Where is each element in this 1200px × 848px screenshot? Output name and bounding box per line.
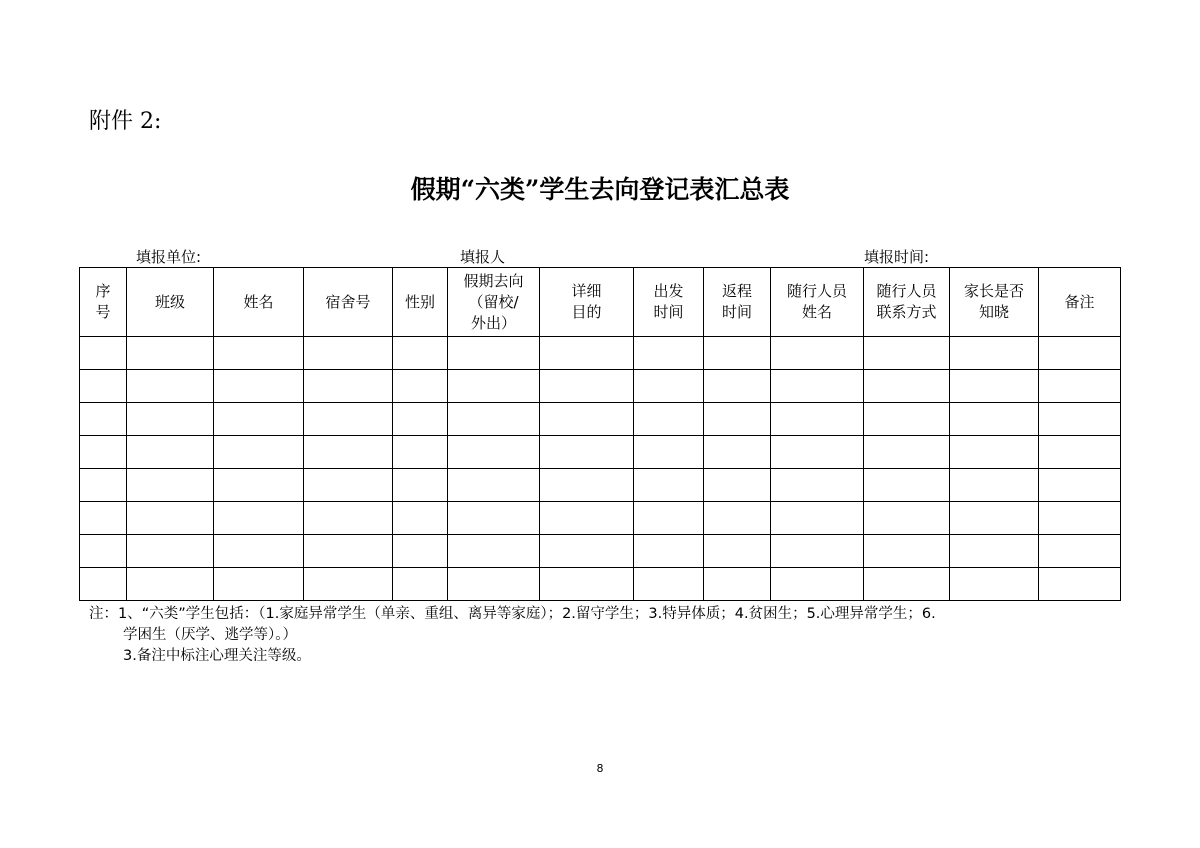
table-cell [304, 568, 393, 601]
column-header [214, 268, 304, 337]
column-header-line: 性别 [404, 292, 435, 311]
column-header [304, 268, 393, 337]
table-cell [393, 436, 448, 469]
table-cell [214, 469, 304, 502]
table-cell [634, 469, 704, 502]
table-cell [80, 568, 127, 601]
table-cell [950, 337, 1039, 370]
column-header-line: 知晓 [978, 303, 1009, 321]
table-cell [393, 535, 448, 568]
table-cell [80, 436, 127, 469]
table-cell [704, 469, 771, 502]
table-cell [393, 370, 448, 403]
table-cell [771, 337, 864, 370]
table-cell [448, 535, 540, 568]
table-cell [304, 535, 393, 568]
table-cell [80, 535, 127, 568]
table-cell [448, 502, 540, 535]
table-cell [80, 370, 127, 403]
column-header [80, 268, 127, 337]
column-header [448, 268, 540, 337]
table-cell [304, 337, 393, 370]
table-cell [771, 370, 864, 403]
column-header [634, 268, 704, 337]
table-cell [634, 436, 704, 469]
table-cell [634, 568, 704, 601]
table-cell [214, 568, 304, 601]
column-header-line: 假期去向 [463, 271, 524, 290]
table-cell [393, 568, 448, 601]
table-cell [80, 403, 127, 436]
table-cell [304, 502, 393, 535]
table-cell [704, 535, 771, 568]
table-cell [448, 337, 540, 370]
column-header [127, 268, 214, 337]
table-cell [950, 502, 1039, 535]
column-header-line: 外出） [470, 313, 516, 332]
table-cell [448, 568, 540, 601]
table-cell [771, 436, 864, 469]
table-cell [540, 337, 634, 370]
table-cell [771, 403, 864, 436]
table-cell [304, 370, 393, 403]
table-cell [393, 403, 448, 436]
column-header [1039, 268, 1121, 337]
column-header [540, 268, 634, 337]
table-cell [1039, 568, 1121, 601]
note-line: 学困生（厌学、逃学等）。） [123, 627, 297, 643]
table-cell [540, 568, 634, 601]
table-row [80, 502, 1121, 535]
table-cell [1039, 403, 1121, 436]
column-header-line: 时间 [653, 303, 684, 321]
table-cell [950, 436, 1039, 469]
table-cell [448, 436, 540, 469]
column-header-line: 时间 [721, 303, 752, 321]
column-header [771, 268, 864, 337]
table-cell [704, 370, 771, 403]
table-cell [634, 535, 704, 568]
table-cell [214, 403, 304, 436]
table-cell [393, 469, 448, 502]
table-cell [864, 568, 950, 601]
table-cell [1039, 436, 1121, 469]
table-cell [393, 502, 448, 535]
table-row [80, 469, 1121, 502]
table-cell [634, 370, 704, 403]
table-body [80, 337, 1121, 601]
table-cell [127, 535, 214, 568]
column-header-line: 返程 [721, 282, 752, 300]
table-cell [540, 370, 634, 403]
table-cell [540, 502, 634, 535]
table-cell [127, 436, 214, 469]
table-cell [214, 535, 304, 568]
table-cell [540, 436, 634, 469]
table-cell [540, 535, 634, 568]
table-cell [864, 403, 950, 436]
column-header [950, 268, 1039, 337]
column-header-line: （留校/ [468, 292, 519, 311]
table-cell [1039, 337, 1121, 370]
table-cell [950, 535, 1039, 568]
table-cell [540, 403, 634, 436]
table-cell [448, 403, 540, 436]
notes [89, 604, 1120, 667]
page-number: 8 [596, 762, 604, 775]
table-row [80, 403, 1121, 436]
table-cell [127, 469, 214, 502]
column-header [393, 268, 448, 337]
table-cell [80, 502, 127, 535]
table-cell [864, 502, 950, 535]
table-cell [771, 502, 864, 535]
column-header-line: 目的 [571, 303, 602, 321]
table-cell [80, 469, 127, 502]
table-cell [864, 370, 950, 403]
table-cell [214, 337, 304, 370]
table-cell [864, 469, 950, 502]
table-cell [771, 535, 864, 568]
document-title: 假期“六类”学生去向登记表汇总表 [410, 175, 790, 204]
table-cell [1039, 535, 1121, 568]
table-cell [864, 535, 950, 568]
table-cell [950, 568, 1039, 601]
column-header-line: 姓名 [801, 303, 832, 321]
table-row [80, 568, 1121, 601]
registration-table [79, 267, 1121, 601]
table-cell [704, 436, 771, 469]
column-header-line: 序 [95, 282, 111, 300]
table-row [80, 370, 1121, 403]
table-cell [1039, 370, 1121, 403]
table-cell [304, 403, 393, 436]
table-cell [704, 403, 771, 436]
table-cell [127, 502, 214, 535]
table-cell [214, 436, 304, 469]
table-cell [80, 337, 127, 370]
table-cell [864, 337, 950, 370]
column-header-line: 联系方式 [876, 303, 937, 321]
column-header-line: 宿舍号 [325, 292, 371, 311]
column-header-line: 随行人员 [876, 282, 937, 300]
table-cell [540, 469, 634, 502]
table-row [80, 436, 1121, 469]
table-cell [704, 502, 771, 535]
column-header-line: 班级 [154, 292, 185, 311]
table-cell [950, 403, 1039, 436]
table-row [80, 337, 1121, 370]
table-cell [304, 436, 393, 469]
fill-time-label: 填报时间: [864, 248, 930, 266]
table-cell [704, 568, 771, 601]
column-header-line: 详细 [571, 282, 602, 300]
table-cell [1039, 469, 1121, 502]
table-cell [864, 436, 950, 469]
table-cell [448, 370, 540, 403]
column-header-line: 家长是否 [963, 282, 1024, 300]
table-cell [214, 370, 304, 403]
table-cell [634, 502, 704, 535]
table-cell [704, 337, 771, 370]
table-cell [1039, 502, 1121, 535]
table-cell [950, 469, 1039, 502]
note-line: 注：1、“六类”学生包括：（1.家庭异常学生（单亲、重组、离异等家庭）；2.留守学生；3.特异体质；4.贫困生；5.心理异常学生；6. [89, 606, 936, 622]
table-cell [127, 337, 214, 370]
column-header-line: 随行人员 [786, 282, 847, 300]
table-cell [127, 568, 214, 601]
table-cell [127, 403, 214, 436]
column-header-line: 姓名 [243, 292, 274, 311]
table-cell [950, 370, 1039, 403]
fill-person-label: 填报人 [460, 248, 506, 266]
column-header [864, 268, 950, 337]
column-header-line: 号 [95, 303, 111, 321]
table-cell [771, 568, 864, 601]
table-cell [771, 469, 864, 502]
table-cell [127, 370, 214, 403]
table-cell [634, 337, 704, 370]
column-header-line: 出发 [653, 282, 684, 300]
note-line: 3.备注中标注心理关注等级。 [123, 648, 311, 664]
column-header [704, 268, 771, 337]
attachment-label: 附件 2: [89, 109, 162, 134]
table-cell [304, 469, 393, 502]
table-cell [634, 403, 704, 436]
table-cell [393, 337, 448, 370]
column-header-line: 备注 [1064, 292, 1095, 311]
table-header-row [80, 268, 1121, 337]
table-cell [448, 469, 540, 502]
table-cell [214, 502, 304, 535]
fill-unit-label: 填报单位: [136, 248, 202, 266]
table-row [80, 535, 1121, 568]
